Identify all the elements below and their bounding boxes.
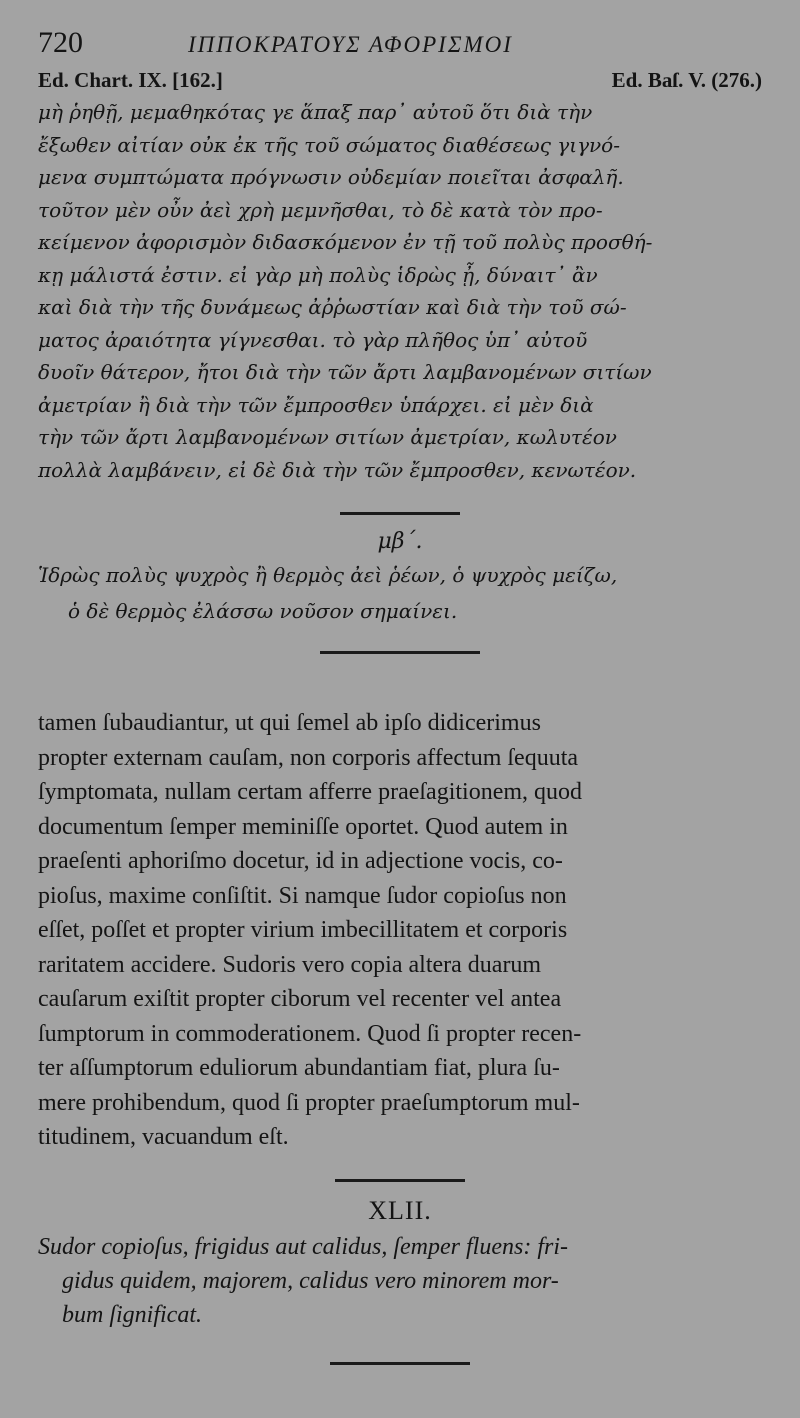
section-divider [340, 512, 460, 515]
greek-aphorism-line: ὁ δὲ θερμὸς ἐλάσσω νοῦσον σημαίνει. [68, 599, 458, 623]
latin-line: praeſenti aphoriſmo docetur, id in adjectione vocis, co- [38, 848, 563, 874]
section-divider [320, 651, 480, 654]
latin-line: ſumptorum in commoderationem. Quod ſi propter recen- [38, 1020, 582, 1047]
edition-basel: Ed. Baſ. V. (276.) [611, 68, 762, 92]
latin-line: documentum ſemper meminiſſe oportet. Quod autem in [38, 813, 568, 840]
greek-line: ματος ἀραιότητα γίγνεσθαι. τὸ γὰρ πλῆθος ὑπ᾽ αὐτοῦ [38, 327, 588, 352]
latin-aphorism-line: Sudor copioſus, frigidus aut calidus, ſemper fluens: fri- [38, 1233, 568, 1260]
greek-commentary [38, 96, 762, 486]
greek-line: πολλὰ λαμβάνειν, εἰ δὲ διὰ τὴν τῶν ἔμπροσθεν, κενωτέον. [38, 457, 637, 482]
latin-line: tamen ſubaudiantur, ut qui ſemel ab ipſo didicerimus [38, 710, 541, 736]
latin-line: eſſet, poſſet et propter virium imbecillitatem et corporis [38, 917, 568, 943]
page-header [38, 26, 762, 66]
latin-line: mere prohibendum, quod ſi propter praeſumptorum mul- [38, 1089, 580, 1116]
greek-line: κείμενον ἀφορισμὸν διδασκόμενον ἐν τῇ τοῦ πολὺς προσθή- [38, 230, 653, 254]
latin-line: pioſus, maxime conſiſtit. Si namque ſudor copioſus non [38, 882, 567, 909]
greek-line: τοῦτον μὲν οὖν ἀεὶ χρὴ μεμνῆσθαι, τὸ δὲ κατὰ τὸν προ- [38, 197, 603, 222]
greek-line: τὴν τῶν ἄρτι λαμβανομένων σιτίων ἀμετρίαν, κωλυτέον [38, 425, 617, 449]
latin-commentary [38, 706, 762, 1155]
latin-aphorism-number: XLII. [368, 1195, 432, 1225]
latin-line: ter aſſumptorum eduliorum abundantiam fiat, plura ſu- [38, 1055, 560, 1081]
latin-line: ſymptomata, nullam certam afferre praeſagitionem, quod [38, 779, 583, 805]
page-number: 720 [38, 26, 83, 59]
latin-line: raritatem accidere. Sudoris vero copia altera duarum [38, 951, 542, 978]
edition-chartier: Ed. Chart. IX. [162.] [38, 68, 223, 92]
running-title: ΙΠΠΟΚΡΑΤΟΥΣ ΑΦΟΡΙΣΜΟΙ [188, 32, 513, 57]
greek-aphorism-line: Ἱδρὼς πολὺς ψυχρὸς ἢ θερμὸς ἀεὶ ῥέων, ὁ ψυχρὸς μείζω, [38, 563, 618, 587]
latin-aphorism [38, 1230, 762, 1332]
latin-line: propter externam cauſam, non corporis affectum ſequuta [38, 744, 579, 771]
greek-line: μενα συμπτώματα πρόγνωσιν οὐδεμίαν ποιεῖται ἀσφαλῆ. [38, 165, 624, 189]
greek-line: κῃ μάλιστά ἐστιν. εἰ γὰρ μὴ πολὺς ἱδρὼς ᾖ, δύναιτ᾽ ἂν [38, 262, 598, 287]
greek-line: καὶ διὰ τὴν τῆς δυνάμεως ἀῤῥωστίαν καὶ διὰ τὴν τοῦ σώ- [38, 295, 627, 319]
greek-line: ἀμετρίαν ἢ διὰ τὴν τῶν ἔμπροσθεν ὑπάρχει. εἰ μὲν διὰ [38, 392, 594, 417]
greek-aphorism-number: μβ΄. [377, 529, 423, 554]
greek-line: μὴ ῥηθῇ, μεμαθηκότας γε ἅπαξ παρ᾽ αὐτοῦ ὅτι διὰ τὴν [38, 100, 593, 124]
latin-aphorism-line: bum ſignificat. [62, 1301, 202, 1328]
latin-line: titudinem, vacuandum eſt. [38, 1124, 289, 1150]
edition-references [38, 68, 762, 96]
section-divider [335, 1179, 465, 1182]
greek-aphorism [38, 557, 762, 629]
greek-line: ἔξωθεν αἰτίαν οὐκ ἐκ τῆς τοῦ σώματος διαθέσεως γιγνό- [38, 132, 620, 157]
greek-line: δυοῖν θάτερον, ἤτοι διὰ τὴν τῶν ἄρτι λαμβανομένων σιτίων [38, 360, 652, 384]
latin-aphorism-line: gidus quidem, majorem, calidus vero minorem mor- [62, 1267, 559, 1294]
section-divider [330, 1362, 470, 1365]
latin-line: cauſarum exiſtit propter ciborum vel recenter vel antea [38, 986, 562, 1012]
